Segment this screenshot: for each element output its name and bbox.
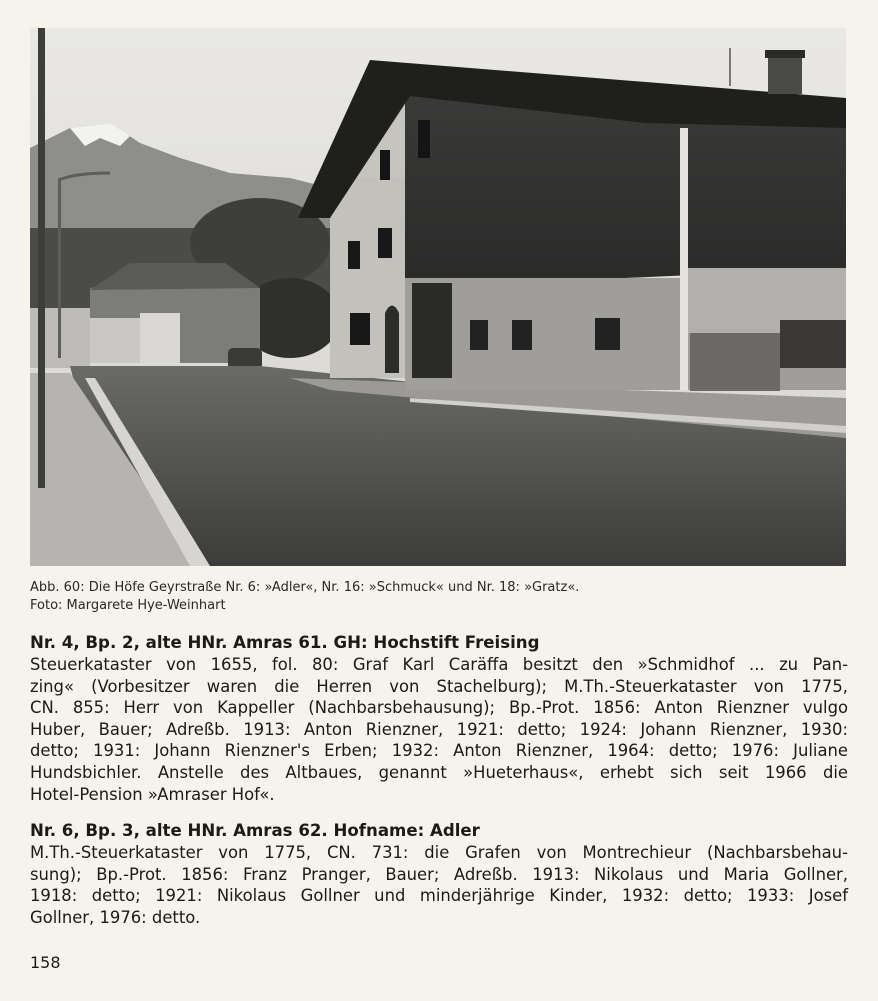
entry-line: Hotel-Pension »Amraser Hof«. <box>30 784 275 804</box>
entry-heading: Nr. 4, Bp. 2, alte HNr. Amras 61. GH: Hochstift Freising <box>30 633 540 652</box>
entry-line: CN. 855: Herr von Kappeller (Nachbarsbehausung); Bp.-Prot. 1856: Anton Rienzner vulgo <box>30 698 848 718</box>
caption-line: Abb. 60: Die Höfe Geyrstraße Nr. 6: »Adler«, Nr. 16: »Schmuck« und Nr. 18: »Gratz«. <box>30 580 580 595</box>
page-number: 158 <box>30 953 61 972</box>
entry-line: zing« (Vorbesitzer waren die Herren von Stachelburg); M.Th.-Steuerkataster von 1775, <box>30 676 848 696</box>
entry-line: Steuerkataster von 1655, fol. 80: Graf Karl Caräffa besitzt den »Schmidhof ... zu Pan- <box>30 655 848 674</box>
entry-line: Hundsbichler. Anstelle des Altbaues, genannt »Hueterhaus«, erhebt sich seit 1966 die <box>30 762 848 782</box>
photo-credit: Foto: Margarete Hye-Weinhart <box>30 598 226 613</box>
house-entry-nr-4 <box>30 632 848 805</box>
entry-line: detto; 1931: Johann Rienzner's Erben; 1932: Anton Rienzner, 1964: detto; 1976: Juliane <box>30 741 848 761</box>
entry-line: Gollner, 1976: detto. <box>30 907 201 927</box>
house-entry-nr-6 <box>30 820 848 928</box>
street-photo <box>30 28 846 566</box>
entry-line: sung); Bp.-Prot. 1856: Franz Pranger, Bauer; Adreßb. 1913: Nikolaus und Maria Gollner, <box>30 864 848 884</box>
entry-line: Huber, Bauer; Adreßb. 1913: Anton Rienzner, 1921: detto; 1924: Johann Rienzner, 1930: <box>30 719 848 739</box>
entry-line: 1918: detto; 1921: Nikolaus Gollner und minderjährige Kinder, 1932: detto; 1933: Josef <box>30 886 848 906</box>
figure-caption <box>30 579 846 615</box>
photo-illustration <box>30 28 846 566</box>
entry-heading: Nr. 6, Bp. 3, alte HNr. Amras 62. Hofname: Adler <box>30 821 480 840</box>
entry-line: M.Th.-Steuerkataster von 1775, CN. 731: die Grafen von Montrechieur (Nachbarsbehau- <box>30 843 848 862</box>
